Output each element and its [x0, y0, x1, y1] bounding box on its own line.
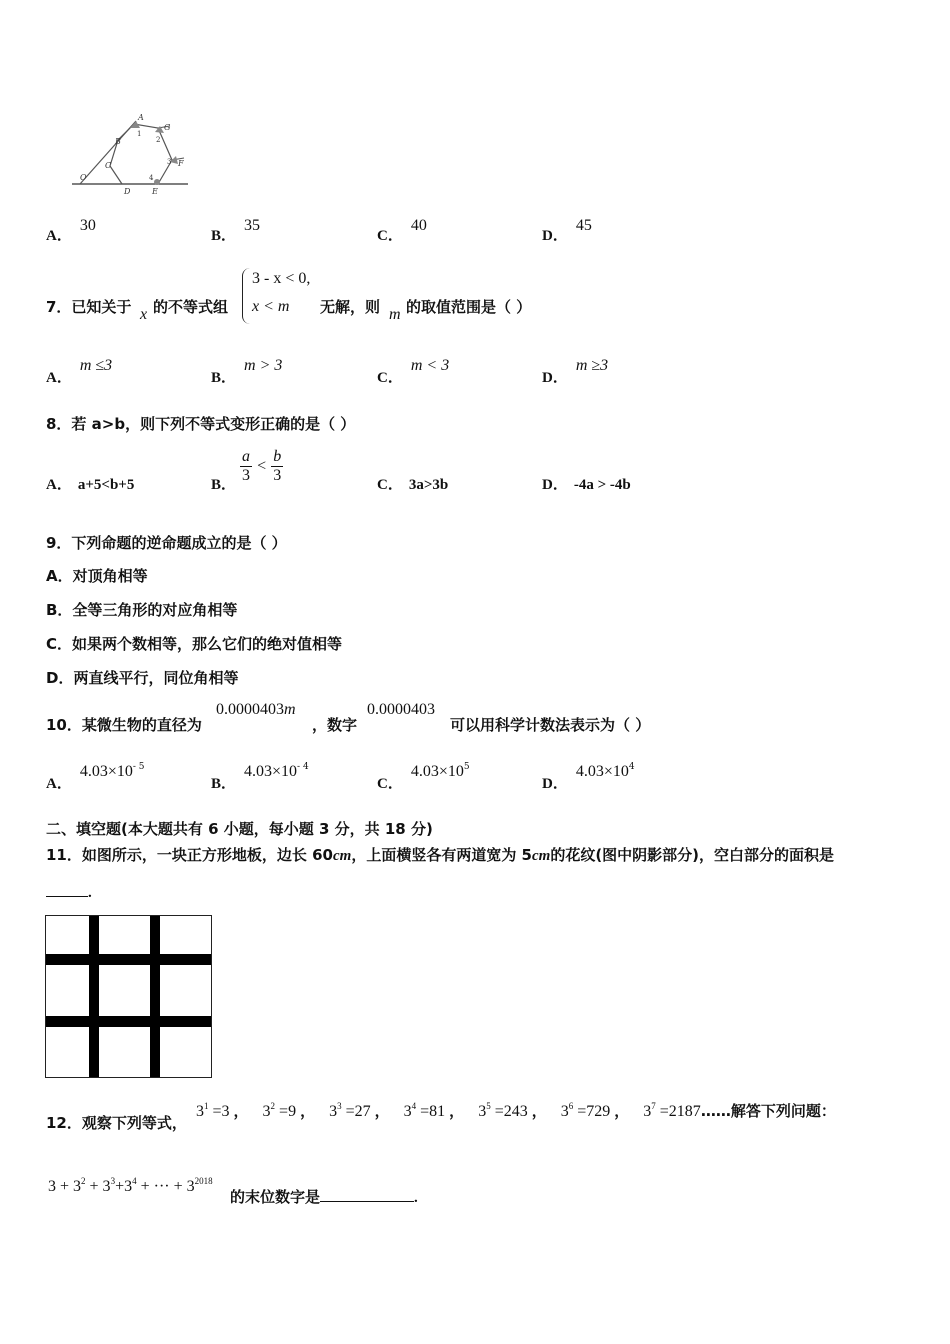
q7-option-c[interactable] [377, 354, 450, 386]
q9-option-c[interactable]: C．如果两个数相等，那么它们的绝对值相等 [46, 635, 343, 653]
option-letter: A． [46, 776, 72, 792]
q12-period: . [414, 1190, 418, 1206]
q12-equation-list: $3^1 =3$ ， $3^2 =9$ ， $3^3 =27$ ， $3^4 =81$ ， $3^5 =243$ ， $3^6 =729$ ， $3^7$ =2187……解答下列问题： [196, 1101, 836, 1120]
q12-question [230, 1186, 418, 1207]
fig-label-g: G [164, 123, 171, 132]
q11-unit-1: cm [332, 848, 352, 864]
option-value: m < 3 [410, 357, 450, 374]
option-letter: C． [377, 228, 403, 244]
fig-num-4: 4 [149, 174, 154, 182]
equation-3: $3^3 =27$ [329, 1101, 371, 1120]
option-exponent: 4 [628, 762, 635, 772]
option-value: -4a > -4b [573, 477, 631, 493]
q10-option-a[interactable] [46, 760, 145, 792]
q8-option-b-expr [240, 448, 283, 485]
q6-option-b[interactable] [211, 214, 261, 244]
vertical-stripe-left [89, 916, 99, 1077]
horizontal-stripe-bottom [46, 1016, 211, 1027]
option-value: a+5<b+5 [77, 477, 135, 493]
option-letter: C． [377, 776, 403, 792]
option-exponent: 5 [463, 762, 470, 772]
option-letter: B． [211, 228, 237, 244]
option-value: m ≤3 [79, 357, 113, 374]
q9-option-a[interactable]: A．对顶角相等 [46, 567, 148, 585]
q8-option-a[interactable] [46, 473, 134, 494]
option-letter: B． [211, 477, 237, 493]
q12-label: 12．观察下列等式， [46, 1114, 187, 1132]
q7-stem-after: 无解，则 [320, 298, 381, 316]
floor-pattern-figure [45, 915, 212, 1078]
option-base: 4.03×10 [79, 763, 133, 780]
q9-option-d[interactable]: D．两直线平行，同位角相等 [46, 669, 239, 687]
q7-option-a[interactable] [46, 354, 113, 386]
equation-1: $3^1 =3$ [196, 1101, 230, 1120]
option-exponent: - 4 [297, 762, 309, 772]
q10-value-1 [216, 701, 296, 719]
q9-option-b[interactable]: B．全等三角形的对应角相等 [46, 601, 238, 619]
q12-question-text: 的末位数字是 [230, 1188, 321, 1206]
option-value: 3a>3b [408, 477, 449, 493]
q7-option-d[interactable] [542, 354, 609, 386]
q8-option-d[interactable] [542, 473, 631, 494]
option-letter: A． [46, 228, 72, 244]
option-value: 35 [244, 217, 261, 234]
q8-option-c[interactable] [377, 473, 448, 494]
option-letter: D． [542, 228, 568, 244]
q12-tail: ……解答下列问题： [700, 1102, 836, 1120]
q7-stem-end: 的取值范围是（ ） [406, 298, 532, 316]
system-line-2: x < m [252, 298, 290, 315]
q11-answer-blank[interactable] [46, 882, 92, 902]
less-than-sign: < [257, 457, 267, 475]
polygon-angle-figure [60, 108, 195, 200]
fig-label-d: D [124, 187, 131, 196]
q11-unit-2: cm [531, 848, 551, 864]
vertical-stripe-right [150, 916, 160, 1077]
fig-num-1: 1 [137, 130, 142, 138]
option-value: m ≥3 [575, 357, 609, 374]
q10-stem-mid: ，数字 [312, 716, 358, 734]
q11-period: . [88, 885, 92, 901]
option-value: 40 [410, 217, 427, 234]
option-base: 4.03×10 [410, 763, 464, 780]
q8-stem: 8．若 a>b，则下列不等式变形正确的是（ ） [46, 415, 356, 433]
q11-part-1: 11．如图所示，一块正方形地板，边长 60 [46, 846, 333, 864]
equation-7: $3^7 =2187$ [643, 1101, 701, 1120]
fraction-denominator: 3 [242, 467, 250, 484]
q10-stem-end: 可以用科学计数法表示为（ ） [450, 716, 651, 734]
fig-num-3: 3 [167, 158, 172, 166]
fig-label-o: O [80, 173, 87, 182]
q6-option-c[interactable] [377, 214, 427, 244]
q10-stem-start: 10．某微生物的直径为 [46, 716, 202, 734]
q7-stem-start: 7．已知关于 [46, 298, 132, 316]
system-line-1: 3 - x < 0, [252, 270, 311, 287]
fraction-numerator: b [273, 448, 282, 465]
q11-part-2: ，上面横竖各有两道宽为 5 [351, 846, 532, 864]
option-value: 45 [575, 217, 592, 234]
q10-number: 0.0000403 [216, 701, 284, 718]
system-brace [242, 268, 251, 324]
fraction-numerator: a [242, 448, 250, 465]
q11-stem [46, 844, 834, 865]
q10-unit: m [284, 701, 296, 718]
option-letter: A． [46, 370, 72, 386]
q10-option-d[interactable] [542, 760, 635, 792]
q10-option-b[interactable] [211, 760, 309, 792]
equation-6: $3^6 =729$ [560, 1101, 611, 1120]
q8-option-b-letter[interactable] [211, 473, 236, 494]
equation-5: $3^5 =243$ [478, 1101, 528, 1120]
option-letter: A． [46, 477, 72, 493]
option-base: 4.03×10 [244, 763, 298, 780]
fig-label-c: C [105, 161, 112, 170]
q12-sum-expression: $3 + 3^2 + 3^3+3^4$ + ··· + $3^{2018}$ [48, 1176, 213, 1195]
fig-label-b: B [115, 137, 121, 146]
q7-option-b[interactable] [211, 354, 283, 386]
option-letter: B． [211, 776, 237, 792]
q9-stem: 9．下列命题的逆命题成立的是（ ） [46, 534, 287, 552]
q10-value-2: 0.0000403 [367, 701, 435, 718]
fig-label-e: E [152, 187, 158, 196]
horizontal-stripe-top [46, 954, 211, 965]
equation-2: $3^2 =9$ [262, 1101, 297, 1120]
equation-4: $3^4 =81$ [403, 1101, 446, 1120]
option-letter: D． [542, 776, 568, 792]
option-letter: D． [542, 477, 568, 493]
q11-part-3: 的花纹(图中阴影部分)，空白部分的面积是 [550, 846, 835, 864]
fig-num-2: 2 [156, 136, 161, 144]
option-letter: C． [377, 370, 403, 386]
option-letter: C． [377, 477, 403, 493]
section-title: 二、填空题(本大题共有 6 小题，每小题 3 分，共 18 分) [46, 820, 433, 838]
fraction-denominator: 3 [273, 467, 282, 484]
option-value: m > 3 [244, 357, 283, 374]
q12-answer-blank[interactable] [320, 1187, 414, 1202]
q6-option-d[interactable] [542, 214, 592, 244]
option-value: 30 [79, 217, 96, 234]
option-letter: D． [542, 370, 568, 386]
option-base: 4.03×10 [575, 763, 629, 780]
q7-stem-mid: 的不等式组 [153, 298, 229, 316]
q6-option-a[interactable] [46, 214, 96, 244]
option-letter: B． [211, 370, 237, 386]
option-exponent: - 5 [132, 762, 145, 772]
q7-var-m: m [389, 306, 401, 323]
q7-var-x: x [140, 306, 148, 323]
fig-label-a: A [138, 113, 144, 122]
fig-label-f: F [178, 159, 184, 168]
q10-option-c[interactable] [377, 760, 470, 792]
